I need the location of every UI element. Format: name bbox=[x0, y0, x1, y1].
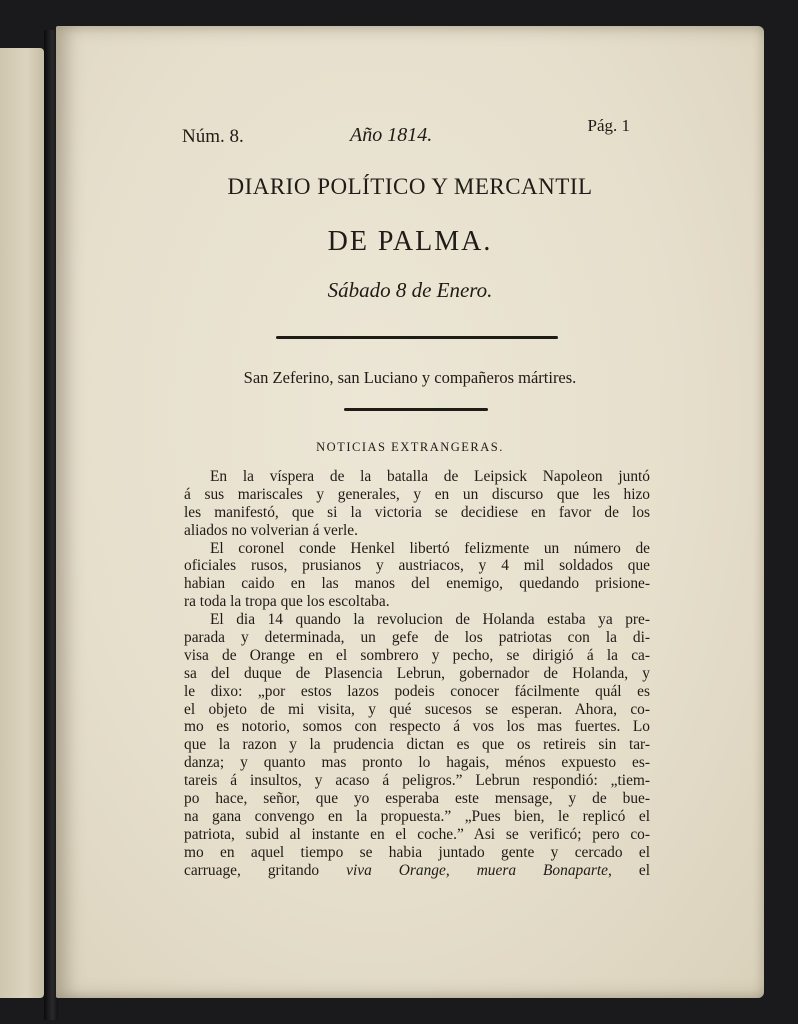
divider-rule bbox=[276, 336, 558, 339]
final-line-end: , el bbox=[608, 861, 650, 879]
saints-of-the-day: San Zeferino, san Luciano y compañeros mártires. bbox=[243, 368, 577, 387]
newspaper-page bbox=[56, 26, 764, 998]
text-line: habian caido en las manos del enemigo, quedando prisione- bbox=[184, 575, 650, 593]
text-line: ra toda la tropa que los escoltaba. bbox=[184, 593, 390, 611]
text-line: que la razon y la prudencia dictan es que os retireis sin tar- bbox=[184, 736, 650, 754]
text-line: na gana convengo en la propuesta.” „Pues bien, le replicó el bbox=[184, 807, 650, 825]
text-line: tareis á insultos, y acaso á peligros.” Lebrun respondió: „tiem- bbox=[184, 772, 650, 790]
final-line-start: carruage, gritando bbox=[184, 861, 347, 879]
final-line-italic-bonaparte: muera Bonaparte bbox=[476, 861, 609, 879]
text-line: mo es notorio, somos con respecto á vos los mas fuertes. Lo bbox=[184, 718, 650, 736]
text-line: sa del duque de Plasencia Lebrun, gobernador de Holanda, y bbox=[184, 664, 650, 682]
text-line: En la víspera de la batalla de Leipsick Napoleon juntó bbox=[210, 468, 650, 485]
final-line-italic-orange: viva Orange bbox=[346, 861, 446, 879]
text-line-final bbox=[184, 862, 650, 880]
text-line: El coronel conde Henkel libertó felizmente un número de bbox=[210, 539, 650, 557]
issue-year: Año 1814. bbox=[350, 124, 433, 146]
article-body bbox=[184, 468, 650, 879]
text-line: les manifestó, que si la victoria se decidiese en favor de los bbox=[184, 503, 650, 521]
issue-number: Núm. 8. bbox=[182, 126, 244, 147]
text-line: El dia 14 quando la revolucion de Holanda estaba ya pre- bbox=[210, 611, 650, 629]
text-line: danza; y quanto mas pronto lo hagais, ménos expuesto es- bbox=[184, 754, 650, 772]
text-line: patriota, subid al instante en el coche.” Asi se verificó; pero co- bbox=[184, 825, 650, 843]
issue-date: Sábado 8 de Enero. bbox=[327, 278, 493, 302]
newspaper-title: DIARIO POLÍTICO Y MERCANTIL bbox=[227, 174, 593, 199]
final-line-mid: , bbox=[445, 861, 477, 879]
text-line: á sus mariscales y generales, y en un discurso que les hizo bbox=[184, 485, 650, 503]
text-line: oficiales rusos, prusianos y austriacos, y 4 mil soldados que bbox=[184, 557, 650, 575]
text-line: po hace, señor, que yo esperaba este mensage, y de bue- bbox=[184, 790, 650, 808]
section-heading: NOTICIAS EXTRANGERAS. bbox=[316, 440, 504, 454]
text-line: le dixo: „por estos lazos podeis conocer fácilmente quál es bbox=[184, 682, 650, 700]
text-line: el objeto de mi visita, y qué sucesos se esperan. Ahora, co- bbox=[184, 700, 650, 718]
newspaper-subtitle: DE PALMA. bbox=[327, 226, 493, 257]
page-number: Pág. 1 bbox=[587, 116, 630, 135]
text-line: mo en aquel tiempo se habia juntado gente y cercado el bbox=[184, 843, 650, 861]
divider-rule bbox=[344, 408, 488, 411]
previous-page-edge bbox=[0, 48, 44, 998]
masthead-header bbox=[182, 116, 630, 154]
text-line: visa de Orange en el sombrero y pecho, se dirigió á la ca- bbox=[184, 646, 650, 664]
text-line: parada y determinada, un gefe de los patriotas con la di- bbox=[184, 629, 650, 647]
text-line: aliados no volverian á verle. bbox=[184, 521, 358, 539]
